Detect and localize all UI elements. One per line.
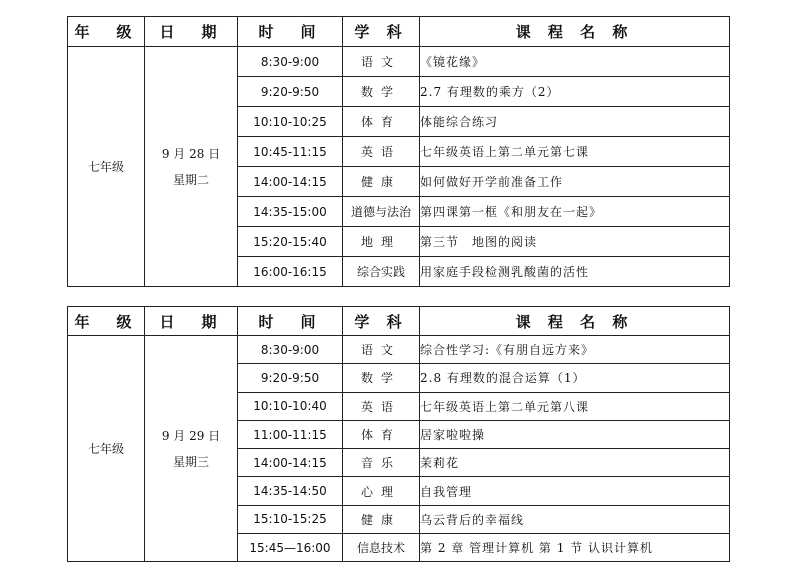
time-cell: 9:20-9:50 xyxy=(238,77,343,107)
time-cell: 14:35-15:00 xyxy=(238,197,343,227)
time-cell: 15:45—16:00 xyxy=(238,534,343,562)
time-cell: 16:00-16:15 xyxy=(238,257,343,287)
time-cell: 10:45-11:15 xyxy=(238,137,343,167)
course-cell: 2.8 有理数的混合运算（1） xyxy=(420,364,730,392)
subject-cell: 综合实践 xyxy=(343,257,420,287)
header-date: 日 期 xyxy=(145,307,238,336)
date-text: 9 月 28 日 xyxy=(161,146,221,161)
time-cell: 14:00-14:15 xyxy=(238,449,343,477)
time-cell: 10:10-10:25 xyxy=(238,107,343,137)
header-subject: 学 科 xyxy=(343,17,420,47)
date-cell xyxy=(145,336,238,562)
course-cell: 茉莉花 xyxy=(420,449,730,477)
subject-cell: 心理 xyxy=(343,477,420,505)
course-cell: 第 2 章 管理计算机 第 1 节 认识计算机 xyxy=(420,534,730,562)
weekday-text: 星期二 xyxy=(172,172,209,187)
course-cell: 自我管理 xyxy=(420,477,730,505)
subject-cell: 数学 xyxy=(343,77,420,107)
subject-cell: 健康 xyxy=(343,505,420,533)
subject-cell: 音乐 xyxy=(343,449,420,477)
course-cell: 用家庭手段检测乳酸菌的活性 xyxy=(420,257,730,287)
table-row xyxy=(68,47,730,77)
header-row xyxy=(68,307,730,336)
course-cell: 2.7 有理数的乘方（2） xyxy=(420,77,730,107)
grade-cell: 七年级 xyxy=(68,47,145,287)
course-cell: 七年级英语上第二单元第七课 xyxy=(420,137,730,167)
subject-cell: 英语 xyxy=(343,137,420,167)
course-cell: 乌云背后的幸福线 xyxy=(420,505,730,533)
course-cell: 第四课第一框《和朋友在一起》 xyxy=(420,197,730,227)
header-course: 课 程 名 称 xyxy=(420,17,730,47)
schedule-table-sep28 xyxy=(67,16,730,287)
schedule-table-sep29 xyxy=(67,306,730,562)
date-text: 9 月 29 日 xyxy=(161,428,221,443)
time-cell: 9:20-9:50 xyxy=(238,364,343,392)
date-cell xyxy=(145,47,238,287)
time-cell: 8:30-9:00 xyxy=(238,336,343,364)
header-grade: 年 级 xyxy=(68,17,145,47)
time-cell: 15:20-15:40 xyxy=(238,227,343,257)
subject-cell: 健康 xyxy=(343,167,420,197)
time-cell: 14:00-14:15 xyxy=(238,167,343,197)
header-subject: 学 科 xyxy=(343,307,420,336)
time-cell: 11:00-11:15 xyxy=(238,420,343,448)
header-date: 日 期 xyxy=(145,17,238,47)
subject-cell: 语文 xyxy=(343,336,420,364)
course-cell: 综合性学习:《有朋自远方来》 xyxy=(420,336,730,364)
table-row xyxy=(68,336,730,364)
time-cell: 10:10-10:40 xyxy=(238,392,343,420)
time-cell: 8:30-9:00 xyxy=(238,47,343,77)
subject-cell: 地理 xyxy=(343,227,420,257)
header-time: 时 间 xyxy=(238,307,343,336)
weekday-text: 星期三 xyxy=(172,454,209,469)
subject-cell: 数学 xyxy=(343,364,420,392)
course-cell: 第三节 地图的阅读 xyxy=(420,227,730,257)
subject-cell: 道德与法治 xyxy=(343,197,420,227)
header-grade: 年 级 xyxy=(68,307,145,336)
header-time: 时 间 xyxy=(238,17,343,47)
course-cell: 居家啦啦操 xyxy=(420,420,730,448)
header-row xyxy=(68,17,730,47)
grade-cell: 七年级 xyxy=(68,336,145,562)
course-cell: 体能综合练习 xyxy=(420,107,730,137)
header-course: 课 程 名 称 xyxy=(420,307,730,336)
subject-cell: 体育 xyxy=(343,107,420,137)
subject-cell: 英语 xyxy=(343,392,420,420)
course-cell: 如何做好开学前准备工作 xyxy=(420,167,730,197)
course-cell: 《镜花缘》 xyxy=(420,47,730,77)
subject-cell: 语文 xyxy=(343,47,420,77)
subject-cell: 信息技术 xyxy=(343,534,420,562)
time-cell: 14:35-14:50 xyxy=(238,477,343,505)
course-cell: 七年级英语上第二单元第八课 xyxy=(420,392,730,420)
subject-cell: 体育 xyxy=(343,420,420,448)
time-cell: 15:10-15:25 xyxy=(238,505,343,533)
